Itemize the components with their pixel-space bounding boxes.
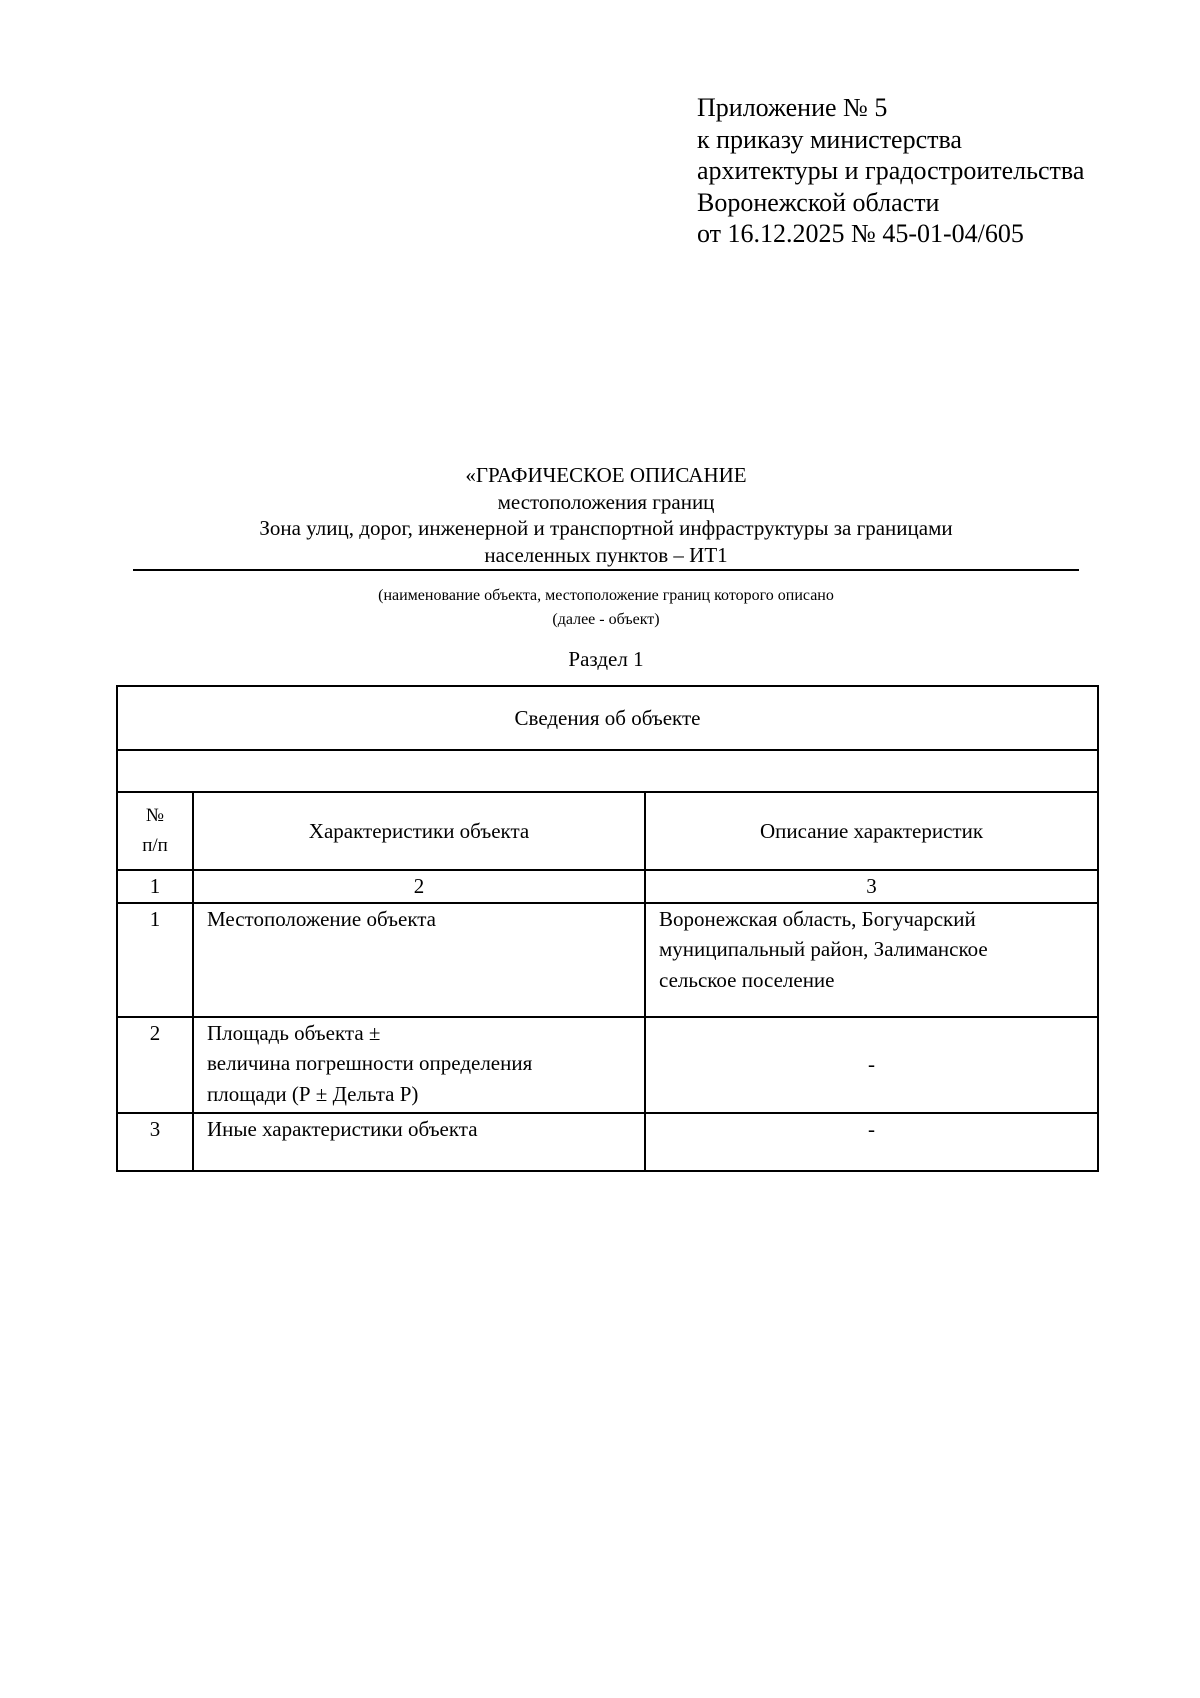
row-characteristic: Иные характеристики объекта <box>193 1113 645 1171</box>
table-title: Сведения об объекте <box>117 686 1098 750</box>
section-heading: Раздел 1 <box>568 647 644 671</box>
table-header-row <box>117 792 1098 870</box>
header-characteristics: Характеристики объекта <box>193 792 645 870</box>
appendix-header <box>697 92 1084 250</box>
caption-line: (наименование объекта, местоположение границ которого описано <box>378 587 834 604</box>
appendix-line: Приложение № 5 <box>697 93 888 122</box>
object-info-table <box>116 685 1099 1172</box>
row-number: 1 <box>117 903 193 1017</box>
row-number: 3 <box>117 1113 193 1171</box>
header-number: № п/п <box>117 792 193 870</box>
row-characteristic: Площадь объекта ± величина погрешности определения площади (Р ± Дельта Р) <box>193 1017 645 1113</box>
table-empty-row <box>117 750 1098 792</box>
title-line: Зона улиц, дорог, инженерной и транспортной инфраструктуры за границами <box>259 516 953 540</box>
title-line: местоположения границ <box>497 489 715 514</box>
title-line: «ГРАФИЧЕСКОЕ ОПИСАНИЕ <box>465 463 747 487</box>
column-number: 3 <box>645 870 1098 903</box>
caption-line: (далее - объект) <box>552 611 660 628</box>
column-number: 2 <box>193 870 645 903</box>
header-description: Описание характеристик <box>645 792 1098 870</box>
table-row <box>117 1017 1098 1113</box>
column-number-row <box>117 870 1098 903</box>
row-number: 2 <box>117 1017 193 1113</box>
title-line-underlined: населенных пунктов – ИТ1 <box>133 542 1079 572</box>
row-description: - <box>645 1017 1098 1113</box>
column-number: 1 <box>117 870 193 903</box>
table-row <box>117 903 1098 1017</box>
appendix-line: к приказу министерства <box>697 124 962 154</box>
title-caption <box>133 584 1079 632</box>
appendix-line: от 16.12.2025 № 45-01-04/605 <box>697 219 1024 248</box>
table-row <box>117 1113 1098 1171</box>
document-title <box>133 462 1079 571</box>
row-characteristic: Местоположение объекта <box>193 903 645 1017</box>
appendix-line: Воронежской области <box>697 187 940 217</box>
appendix-line: архитектуры и градостроительства <box>697 156 1085 185</box>
row-description: Воронежская область, Богучарский муниципальный район, Залиманское сельское поселение <box>645 903 1098 1017</box>
row-description: - <box>645 1113 1098 1171</box>
